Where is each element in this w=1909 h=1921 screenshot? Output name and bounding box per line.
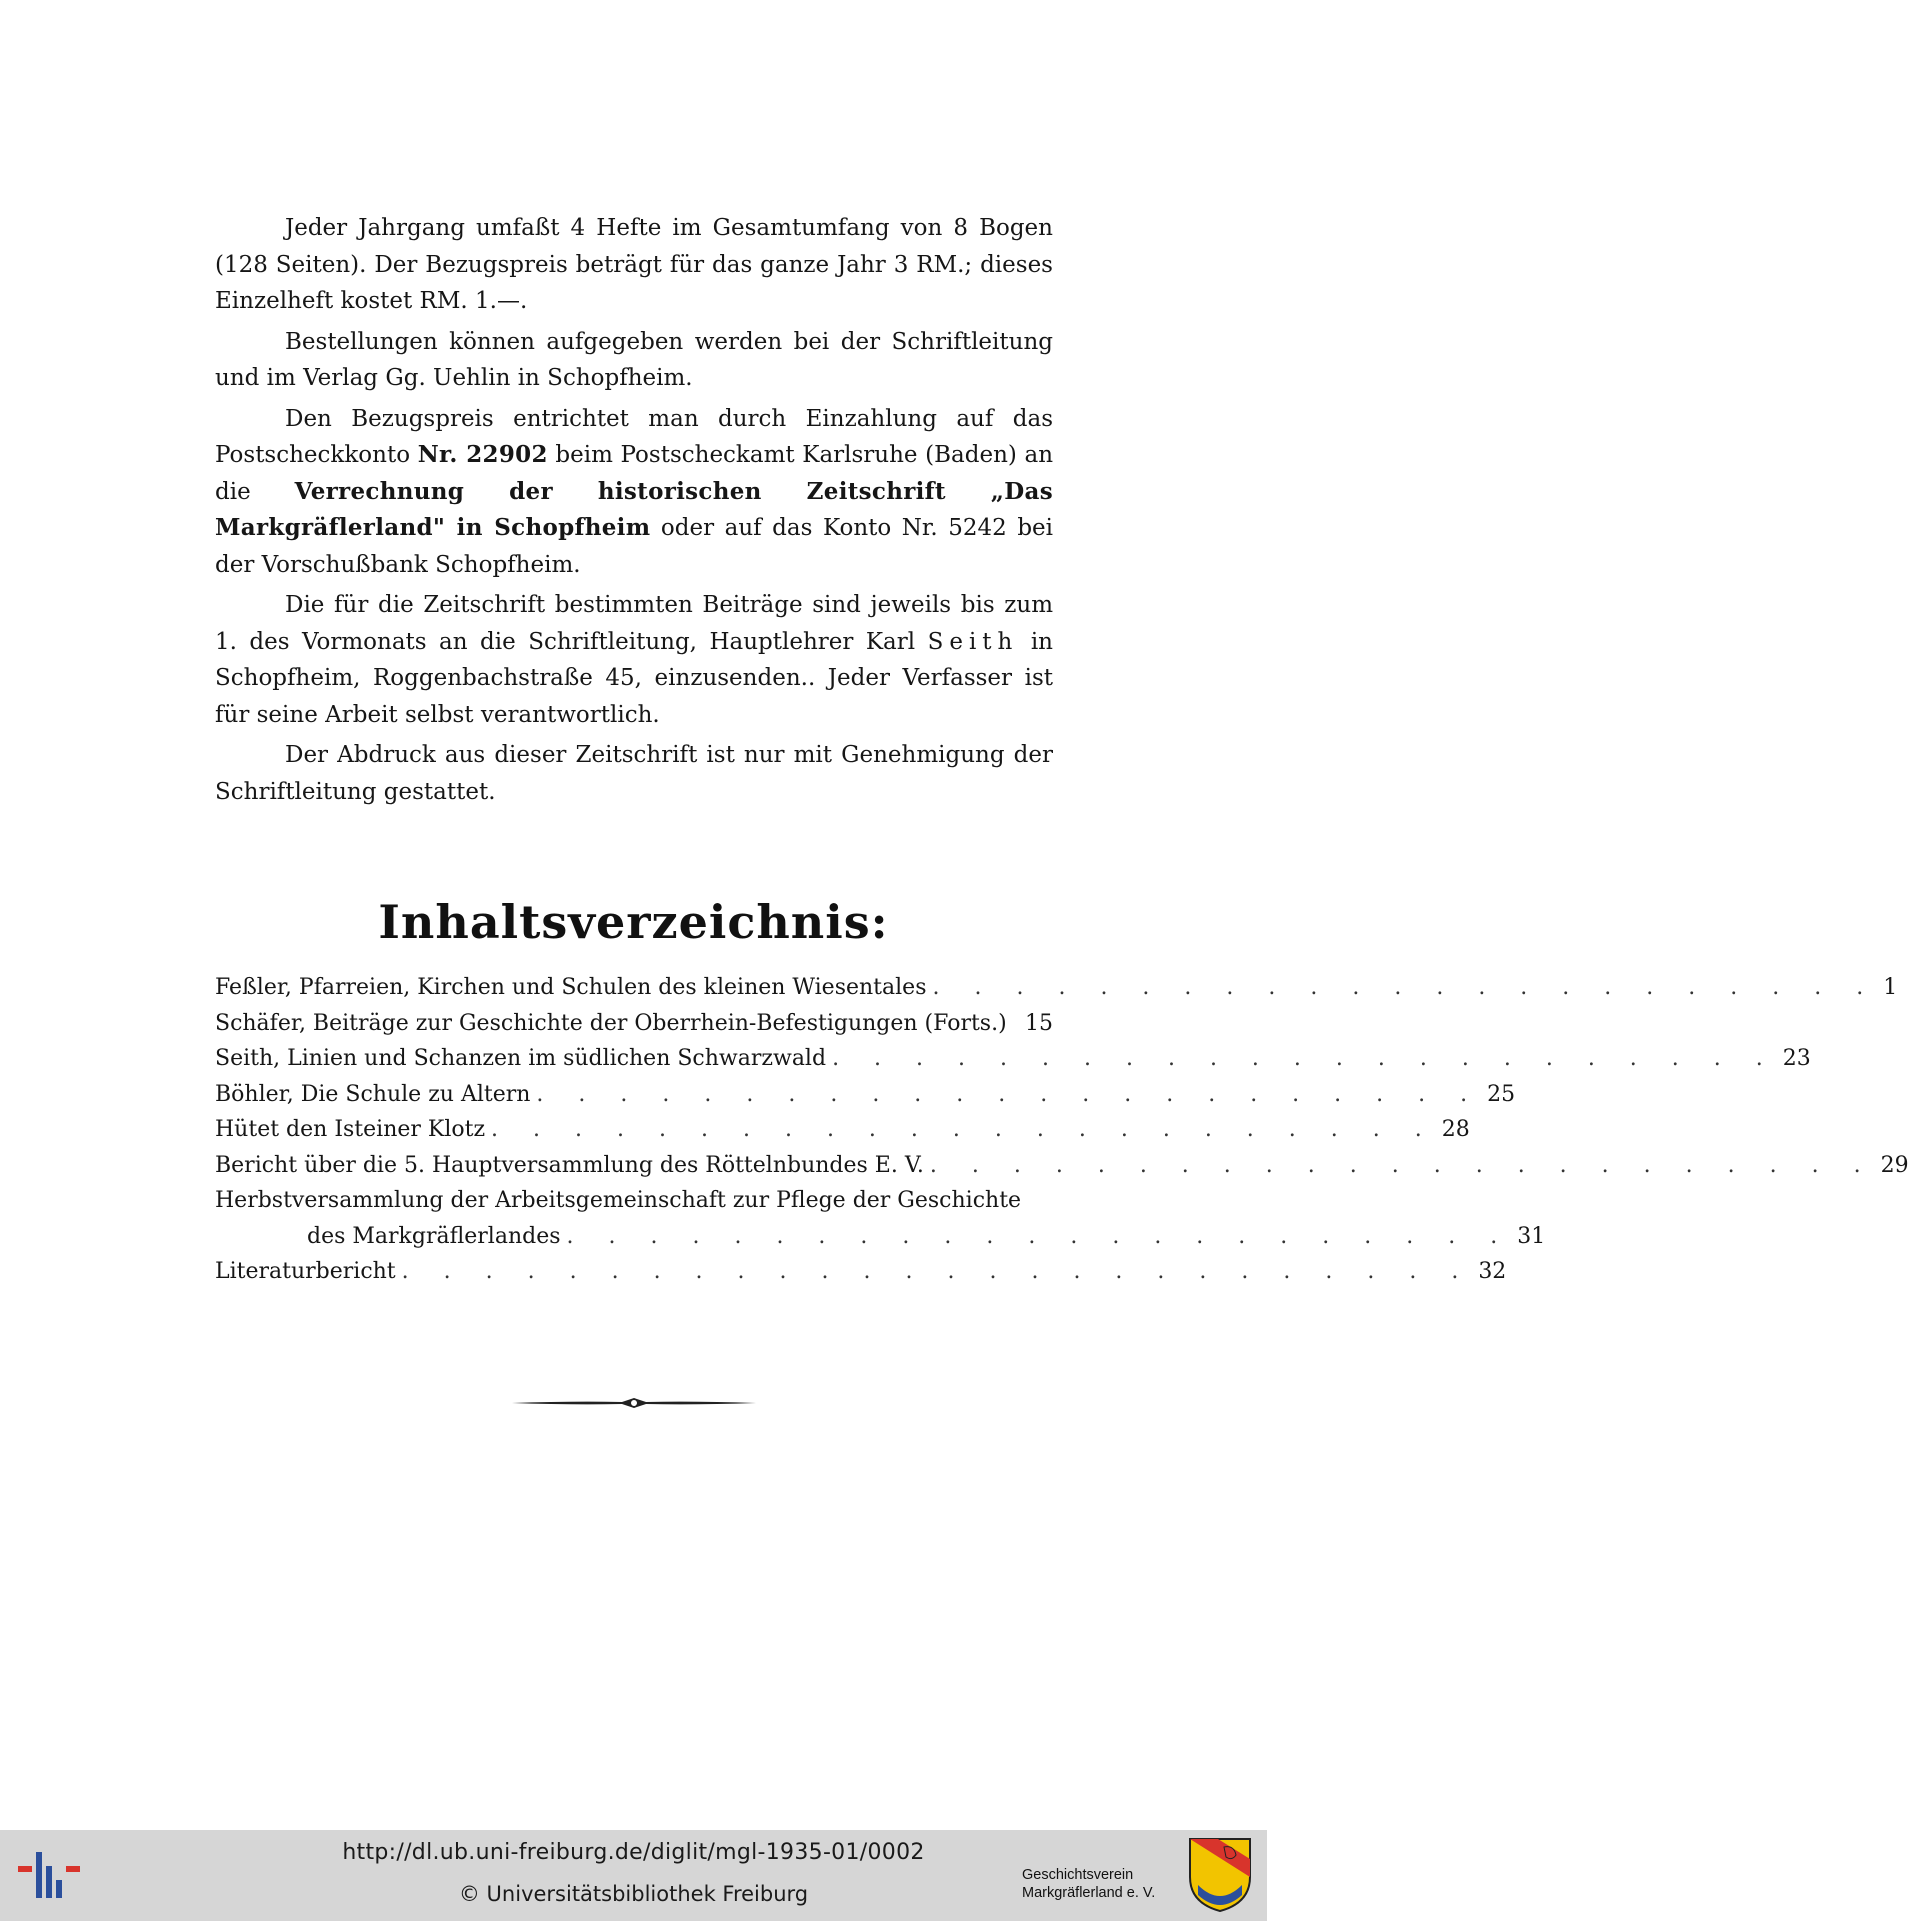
toc-entry-title: Herbstversammlung der Arbeitsgemeinschaft zur Pflege der Geschichte [215,1188,1022,1213]
payee-name: Verrechnung der historischen Zeitschrift „Das Markgräflerland" in Schopfheim [215,477,1053,541]
coat-of-arms-icon[interactable] [1188,1837,1252,1913]
toc-entry-page: 15 [1025,1010,1053,1036]
toc-entry [215,1011,1053,1047]
toc-entry-page: 25 [1487,1081,1516,1107]
toc-entry-title: Hütet den Isteiner Klotz [215,1117,486,1142]
toc-entry-page: 28 [1441,1117,1470,1142]
account-number: Nr. 22902 [417,441,548,468]
toc-entry [215,1081,1516,1118]
toc-entry-continuation [215,1223,1546,1260]
toc-entry-page: 23 [1782,1046,1811,1071]
toc-entry-page: 1 [1883,975,1898,1000]
toc-entry-title: des Markgräflerlandes [307,1223,561,1249]
toc-entry-title: Feßler, Pfarreien, Kirchen und Schulen des kleinen Wiesentales [215,975,927,1000]
toc-leader: . . . . . . . . . . . . . . . . . . . . . . . . . . [401,1259,1473,1284]
toc-entry-page: 32 [1478,1259,1507,1284]
payment-text-start: Den Bezugspreis entrichtet man durch Einzahlung auf das Postscheckkonto [215,405,1053,468]
toc-leader: . . . . . . . . . . . . . . . . . . . . . . . [932,975,1878,1000]
toc-leader: . . . . . . . . . . . . . . . . . . . . . . . [536,1081,1482,1107]
copyright-notice: © Universitätsbibliothek Freiburg [458,1882,809,1906]
paragraph-orders: Bestellungen können aufgegeben werden bei der Schriftleitung und im Verlag Gg. Uehlin in Schopfheim. [215,328,1053,391]
toc-leader: . . . . . . . . . . . . . . . . . . . . . . . [929,1152,1875,1178]
payment-text-end: oder auf das Konto Nr. 5242 bei der Vorschußbank Schopfheim. [215,515,1054,578]
toc-entry-title: Schäfer, Beiträge zur Geschichte der Oberrhein-Befestigungen (Forts.) [215,1010,1007,1036]
toc-entry [215,1046,1811,1082]
society-name-line2: Markgräflerland e. V. [1022,1885,1156,1901]
table-of-contents [215,975,1909,1295]
toc-entry-title: Bericht über die 5. Hauptversammlung des Röttelnbundes E. V. [215,1152,924,1178]
toc-entry [215,1152,1909,1189]
contributions-text-end: in Schopfheim, Roggenbachstraße 45, einzusenden.. Jeder Verfasser ist für seine Arbeit selbst verantwortlich. [215,628,1053,728]
payment-text-mid: beim Postscheckamt Karlsruhe (Baden) an die [215,442,1054,505]
ornament-divider-icon [512,1396,756,1410]
paragraph-reprint: Der Abdruck aus dieser Zeitschrift ist nur mit Genehmigung der Schriftleitung gestattet. [215,742,1053,805]
permalink-url[interactable]: http://dl.ub.uni-freiburg.de/diglit/mgl-1935-01/0002 [342,1840,925,1865]
toc-heading: Inhaltsverzeichnis: [378,895,889,949]
toc-entry [215,975,1898,1011]
contributions-text-start: Die für die Zeitschrift bestimmten Beiträge sind jeweils bis zum 1. des Vormonats an die Schriftleitung, Hauptlehrer Karl [215,592,1053,655]
editor-name: Seith [927,628,1019,655]
toc-entry [215,1259,1507,1295]
society-name-line1: Geschichtsverein [1022,1867,1134,1883]
toc-entry [215,1117,1470,1153]
imprint-text [215,210,1053,814]
toc-entry [215,1188,1053,1224]
paragraph-subscription: Jeder Jahrgang umfaßt 4 Hefte im Gesamtumfang von 8 Bogen (128 Seiten). Der Bezugspreis beträgt für das ganze Jahr 3 RM.; dieses Einzelheft kostet RM. 1.—. [215,215,1053,314]
paragraph-contributions [215,587,1053,733]
toc-leader: . . . . . . . . . . . . . . . . . . . . . . . [566,1223,1512,1249]
toc-entry-page: 31 [1517,1223,1546,1249]
toc-entry-title: Seith, Linien und Schanzen im südlichen Schwarzwald [215,1046,827,1071]
toc-entry-title: Böhler, Die Schule zu Altern [215,1081,531,1107]
toc-entry-page: 29 [1880,1152,1909,1178]
society-name [1022,1866,1184,1902]
toc-entry-title: Literaturbericht [215,1259,396,1284]
toc-leader: . . . . . . . . . . . . . . . . . . . . . . . [832,1046,1777,1071]
viewer-footer [0,1830,1267,1921]
paragraph-payment [215,401,1053,584]
toc-leader: . . . . . . . . . . . . . . . . . . . . . . . [491,1117,1436,1142]
